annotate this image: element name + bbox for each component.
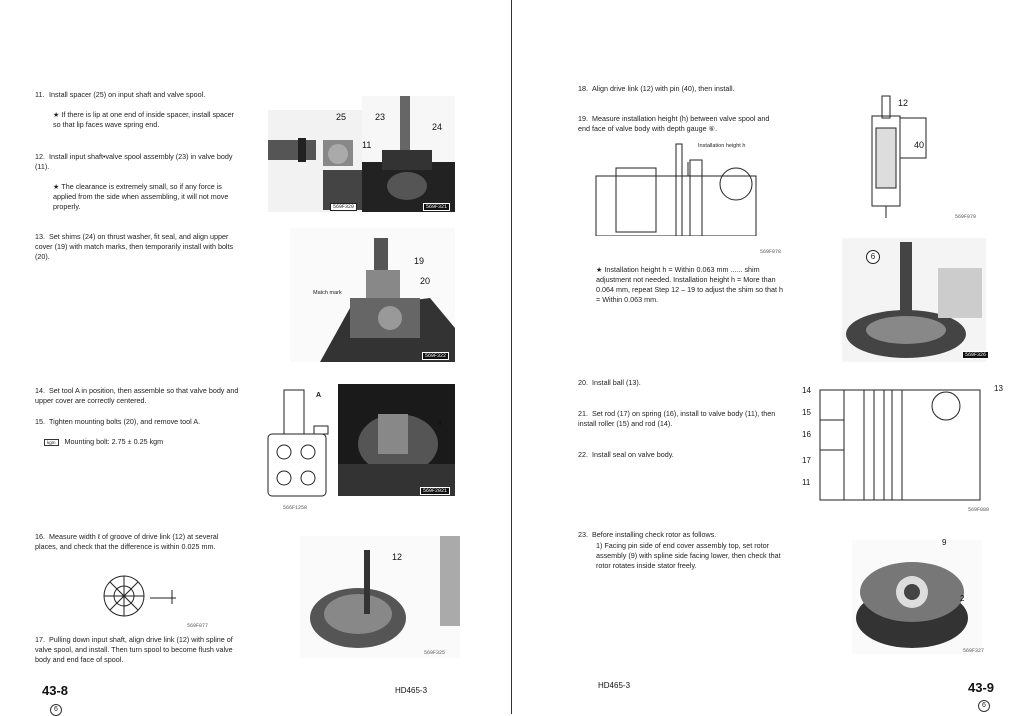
fig-label-569f078: 569F078 — [760, 249, 782, 255]
step-23: 23. Before installing check rotor as follows. — [578, 530, 717, 539]
diagram-566f1258 — [262, 386, 334, 502]
photo-569f325 — [300, 536, 460, 658]
note-installation-height: ★ Installation height h = Within 0.063 mm ...... shim adjustment not needed. Installation height h = More than 0.064 mm, repeat Step 12 – 19 to adjust the shim so that h = Within 0.063 mm. — [596, 265, 783, 304]
depth-gauge-photo-graphic — [842, 238, 986, 362]
diagram-569f078 — [576, 140, 776, 236]
diagram-569f080 — [810, 380, 990, 504]
tool-a-diagram — [262, 386, 334, 502]
photo-569f320 — [268, 110, 368, 212]
callout-11: 11 — [362, 140, 372, 150]
fig-label-569f320: 569F320 — [330, 203, 357, 211]
fig-label-569f326: 569F326 — [962, 351, 989, 359]
fig-label-569f079: 569F079 — [955, 214, 977, 220]
step-13: 13. Set shims (24) on thrust washer, fit seal, and align upper cover (19) with match marks, then temporarily install with bolts (20). — [35, 232, 234, 261]
callout-2: 2 — [960, 594, 965, 603]
shaft-photo-graphic — [268, 110, 368, 212]
drive-link-photo-graphic — [300, 536, 460, 658]
callout-11-right: 11 — [802, 478, 811, 487]
callout-14: 14 — [802, 386, 811, 395]
fig-label-566f1258: 566F1258 — [283, 505, 308, 511]
torque-wrench-icon: kgm — [44, 439, 59, 446]
photo-569f326 — [842, 238, 986, 362]
step-21: 21. Set rod (17) on spring (16), install to valve body (11), then install roller (15) and rod (14). — [578, 409, 776, 428]
step-16: 16. Measure width ℓ of groove of drive link (12) at several places, and check that the difference is within 0.025 mm. — [35, 532, 219, 551]
fig-label-569f077: 569F077 — [187, 623, 209, 629]
fig-label-569f327: 569F327 — [963, 648, 985, 654]
tool-a-photo-graphic — [338, 384, 455, 496]
callout-match-mark: Match mark — [313, 290, 342, 296]
callout-a-diagram: A — [316, 392, 322, 399]
diagram-569f077 — [88, 572, 184, 620]
note-clearance: ★ The clearance is extremely small, so if any force is applied from the side when assembling, it will not move properly. — [53, 182, 229, 211]
callout-6: 6 — [866, 250, 880, 264]
step-19: 19. Measure installation height (h) between valve spool and end face of valve body with depth gauge ⑥. — [578, 114, 770, 133]
callout-19: 19 — [414, 256, 425, 266]
fig-label-569f325: 569F325 — [424, 650, 446, 656]
callout-15: 15 — [802, 408, 811, 417]
callout-17: 17 — [802, 456, 811, 465]
step-17: 17. Pulling down input shaft, align drive link (12) with spline of valve spool, and install. Then turn spool to become flush valve body and end face of spool. — [35, 635, 233, 664]
photo-569f2021 — [338, 384, 455, 496]
step-11: 11. Install spacer (25) on input shaft and valve spool. — [35, 90, 206, 99]
callout-9: 9 — [942, 538, 947, 547]
step-14: 14. Set tool A in position, then assemble so that valve body and upper cover are correctly centered. — [35, 386, 239, 405]
step-15: 15. Tighten mounting bolts (20), and remove tool A. — [35, 417, 201, 426]
page-number-left: 43-8 — [42, 683, 69, 698]
revision-badge-left: 6 — [50, 698, 62, 716]
revision-badge-right: 6 — [978, 694, 990, 712]
callout-12-right: 12 — [898, 98, 909, 108]
callout-a-photo: A — [437, 420, 443, 427]
callout-24: 24 — [432, 122, 443, 132]
fig-label-569f080: 569F080 — [968, 507, 990, 513]
step-12: 12. Install input shaft•valve spool assembly (23) in valve body (11). — [35, 152, 233, 171]
note-spacer-lip: ★ If there is lip at one end of inside spacer, install spacer so that lip faces wave spring end. — [53, 110, 235, 129]
callout-16: 16 — [802, 430, 811, 439]
page-number-right: 43-9 — [968, 680, 995, 695]
model-left: HD465-3 — [395, 686, 428, 695]
installation-height-diagram — [576, 140, 776, 236]
fig-label-569f2021: 569F2021 — [420, 487, 450, 495]
callout-12-left: 12 — [392, 552, 403, 562]
callout-40: 40 — [914, 140, 925, 150]
fig-label-569f322: 569F322 — [422, 352, 449, 360]
callout-25: 25 — [336, 112, 347, 122]
sub-step-1: 1) Facing pin side of end cover assembly top, set rotor assembly (9) with spline side facing lower, then check that rotor rotates inside stator freely. — [596, 541, 781, 570]
step-20: 20. Install ball (13). — [578, 378, 641, 387]
installation-height-label: Installation height h — [698, 143, 746, 149]
torque-spec: kgm Mounting bolt: 2.75 ± 0.25 kgm — [44, 437, 163, 446]
fig-label-569f321: 569F321 — [423, 203, 450, 211]
callout-23: 23 — [375, 112, 386, 122]
page-divider — [511, 0, 512, 714]
drive-link-diagram — [88, 572, 184, 620]
step-18: 18. Align drive link (12) with pin (40), then install. — [578, 84, 735, 93]
callout-13: 13 — [994, 384, 1003, 393]
callout-20: 20 — [420, 276, 431, 286]
step-22: 22. Install seal on valve body. — [578, 450, 674, 459]
valve-body-section-diagram — [810, 380, 990, 504]
model-right: HD465-3 — [598, 681, 631, 690]
